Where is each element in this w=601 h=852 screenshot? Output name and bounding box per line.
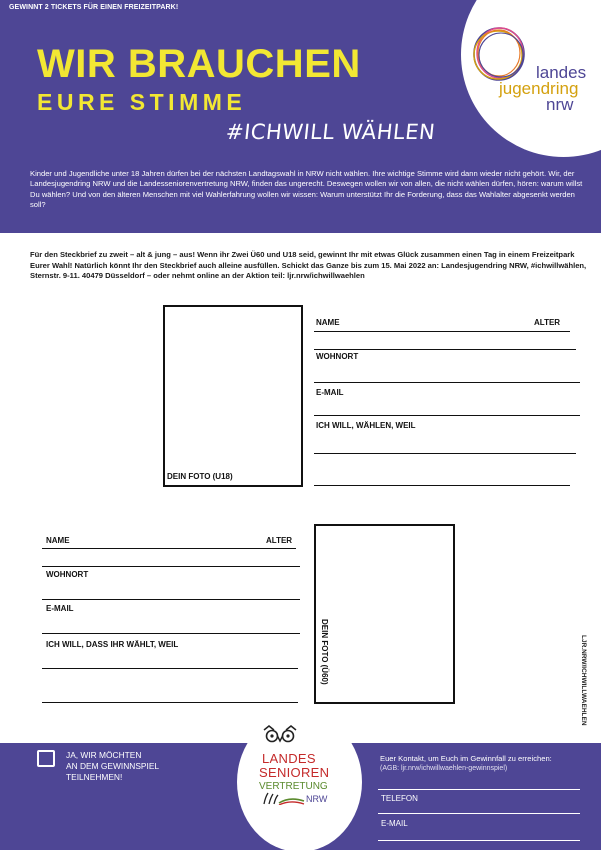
- reason-line-u60-1[interactable]: [42, 668, 298, 669]
- intro-paragraph: Kinder und Jugendliche unter 18 Jahren dürfen bei der nächsten Landtagswahl in NRW nicht wählen. Ihre wichtige Stimme wird dann wieder nicht gehört. Wir, der Landesjugendring NRW und die Landesseniorenvertretung NRW, finden das ungerecht. Deswegen wollen wir von allen, die nicht wählen dürfen, hören: warum willst Du wählen? Und von den älteren Menschen mit viel Wahlerfahrung wollen wir wissen: Warum unterstützt Ihr die Forderung, dass das Wahlalter abgesenkt werden soll?: [30, 169, 583, 210]
- ljr-ring-logo-icon: [470, 24, 528, 84]
- logo-text-nrw: nrw: [546, 95, 574, 114]
- prize-topline: GEWINNT 2 TICKETS FÜR EINEN FREIZEITPARK!: [9, 4, 179, 11]
- photo-box-u18[interactable]: [163, 305, 303, 487]
- consent-text: [66, 750, 159, 784]
- reason-label-u60: ICH WILL, DASS IHR WÄHLT, WEIL: [46, 640, 179, 649]
- age-label-u18: ALTER: [534, 318, 561, 327]
- email-label-u18: E-MAIL: [316, 388, 344, 397]
- name-write-line-u60[interactable]: [42, 566, 300, 567]
- title-line-2: EURE STIMME: [37, 89, 247, 115]
- photo-label-u60: DEIN FOTO (Ü60): [320, 619, 329, 685]
- name-label-u18: NAME: [316, 318, 340, 327]
- reason-line-u18-2[interactable]: [314, 485, 570, 486]
- logo-text-landes: landes: [536, 63, 587, 82]
- grass-icon: [261, 792, 305, 805]
- name-write-line-u18[interactable]: [314, 349, 576, 350]
- name-label-u60: NAME: [46, 536, 70, 545]
- instructions-paragraph: Für den Steckbrief zu zweit – alt & jung – aus! Wenn ihr Zwei Ü60 und U18 seid, gewinnt Ihr mit etwas Glück zusammen einen Tag in einem Freizeitpark Eurer Wahl! Natürlich könnt Ihr den Steckbrief auch alleine ausfüllen. Schickt das Ganze bis zum 15. Mai 2022 an: Landesjugendring NRW, #ichwillwählen, Sternstr. 9-11. 40479 Düsseldorf – oder nehmt online an der Aktion teil: ljr.nrw/ichwillwaehlen: [30, 250, 587, 281]
- photo-box-u60[interactable]: [314, 524, 455, 704]
- seal-text-vertretung: VERTRETUNG: [259, 781, 328, 792]
- reason-line-u18-1[interactable]: [314, 453, 576, 454]
- owl-icon: [260, 724, 300, 746]
- side-url: LJR.NRW/ICHWILLWAEHLEN: [580, 635, 587, 726]
- email-line-u18[interactable]: [314, 415, 580, 416]
- city-label-u18: WOHNORT: [316, 352, 359, 361]
- consent-line-1: JA, WIR MÖCHTEN: [66, 750, 142, 760]
- city-label-u60: WOHNORT: [46, 570, 89, 579]
- email-line-u60[interactable]: [42, 633, 300, 634]
- contact-email-label: E-MAIL: [381, 819, 408, 828]
- seal-text-nrw: NRW: [306, 794, 328, 804]
- phone-label: TELEFON: [381, 794, 418, 803]
- name-line-u18[interactable]: [314, 331, 570, 332]
- name-line-u60[interactable]: [42, 548, 296, 549]
- city-line-u18[interactable]: [314, 382, 580, 383]
- photo-label-u18: DEIN FOTO (U18): [167, 472, 233, 481]
- contact-terms: (AGB: ljr.nrw/ichwillwaehlen-gewinnspiel): [380, 765, 508, 772]
- age-label-u60: ALTER: [266, 536, 293, 545]
- contact-name-line[interactable]: [378, 789, 580, 790]
- city-line-u60[interactable]: [42, 599, 300, 600]
- reason-label-u18: ICH WILL, WÄHLEN, WEIL: [316, 421, 416, 430]
- contact-heading: Euer Kontakt, um Euch im Gewinnfall zu erreichen:: [380, 754, 552, 763]
- contact-email-line[interactable]: [378, 840, 580, 841]
- phone-line[interactable]: [378, 813, 580, 814]
- seal-text-landes: LANDES: [262, 751, 316, 766]
- participation-checkbox[interactable]: [37, 750, 55, 767]
- consent-line-2: AN DEM GEWINNSPIEL: [66, 761, 160, 772]
- reason-line-u60-2[interactable]: [42, 702, 298, 703]
- email-label-u60: E-MAIL: [46, 604, 74, 613]
- title-line-1: WIR BRAUCHEN: [37, 42, 361, 86]
- consent-line-3: TEILNEHMEN!: [66, 772, 123, 783]
- hashtag: #ICHWILL WÄHLEN: [224, 120, 437, 144]
- logo-text-jugendring: jugendring: [499, 79, 579, 98]
- seal-text-senioren: SENIOREN: [259, 765, 330, 780]
